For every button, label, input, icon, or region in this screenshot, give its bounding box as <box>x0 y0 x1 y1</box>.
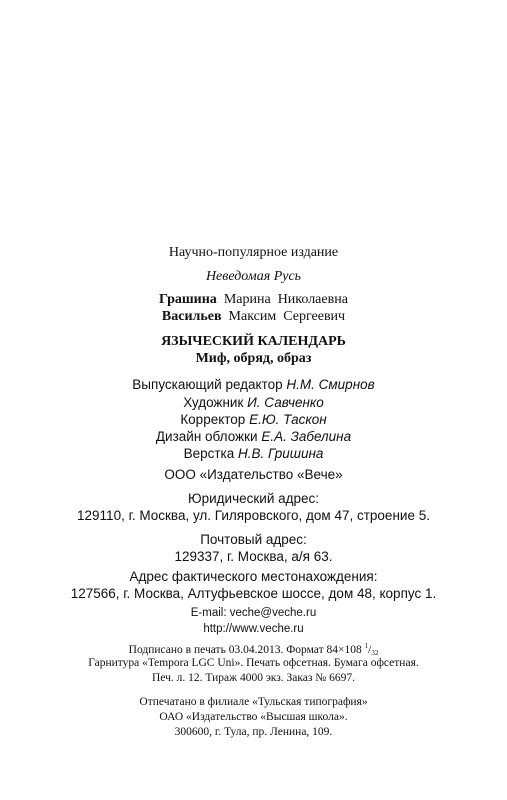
author-line-2 <box>0 310 507 324</box>
actual-address-label: Адрес фактического местонахождения: <box>129 569 378 584</box>
print-info-line-2: Гарнитура «Tempora LGC Uni». Печать офсетная. Бумага офсетная. <box>88 657 419 669</box>
format-numerator: 1 <box>364 642 369 650</box>
author-line-1 <box>0 293 507 307</box>
credit-person: Е.Ю. Таскон <box>249 412 327 427</box>
credit-role: Художник <box>183 395 244 410</box>
credit-line <box>0 430 507 444</box>
legal-address-label: Юридический адрес: <box>187 491 320 506</box>
print-signed-text: Подписано в печать 03.04.2013. Формат 84×108 <box>128 644 362 656</box>
printer-line-3: 300600, г. Тула, пр. Ленина, 109. <box>174 726 333 738</box>
printer-line-2: ОАО «Издательство «Высшая школа». <box>159 711 348 723</box>
credit-person: Е.А. Забелина <box>261 429 352 444</box>
author-surname: Васильев <box>161 309 222 324</box>
actual-address: 127566, г. Москва, Алтуфьевское шоссе, дом 48, корпус 1. <box>70 586 437 601</box>
book-title: ЯЗЫЧЕСКИЙ КАЛЕНДАРЬ <box>161 334 346 349</box>
print-info-line-1: Подписано в печать 03.04.2013. Формат 84×108 $^1/_{32}$ <box>128 642 379 657</box>
credit-person: Н.В. Гришина <box>238 446 324 461</box>
credit-person: Н.М. Смирнов <box>286 377 375 392</box>
postal-address: 129337, г. Москва, а/я 63. <box>174 549 333 564</box>
publisher-name: ООО «Издательство «Вече» <box>164 467 343 482</box>
genre-line: Научно-популярное издание <box>168 245 339 260</box>
author-patronymic: Николаевна <box>277 292 348 307</box>
format-denominator: 32 <box>371 649 379 657</box>
credit-line <box>0 413 507 427</box>
credit-line <box>0 378 507 392</box>
author-surname: Грашина <box>159 292 217 307</box>
print-info-line-3: Печ. л. 12. Тираж 4000 экз. Заказ № 6697. <box>151 672 356 684</box>
credit-person: И. Савченко <box>247 395 324 410</box>
credit-role: Дизайн обложки <box>155 429 258 444</box>
author-patronymic: Сергеевич <box>283 309 346 324</box>
book-subtitle: Миф, обряд, образ <box>195 351 312 366</box>
credit-line <box>0 396 507 410</box>
author-name: Марина <box>223 292 271 307</box>
credit-role: Корректор <box>180 412 246 427</box>
legal-address: 129110, г. Москва, ул. Гиляровского, дом 47, строение 5. <box>77 508 430 523</box>
email-line: E-mail: veche@veche.ru <box>190 607 317 619</box>
author-name: Максим <box>228 309 277 324</box>
printer-line-1: Отпечатано в филиале «Тульская типография» <box>139 696 368 708</box>
credit-role: Выпускающий редактор <box>132 377 283 392</box>
postal-address-label: Почтовый адрес: <box>200 532 307 547</box>
series-name: Неведомая Русь <box>205 269 302 284</box>
credit-line <box>0 447 507 461</box>
credit-role: Верстка <box>183 446 235 461</box>
website-line: http://www.veche.ru <box>203 623 304 635</box>
